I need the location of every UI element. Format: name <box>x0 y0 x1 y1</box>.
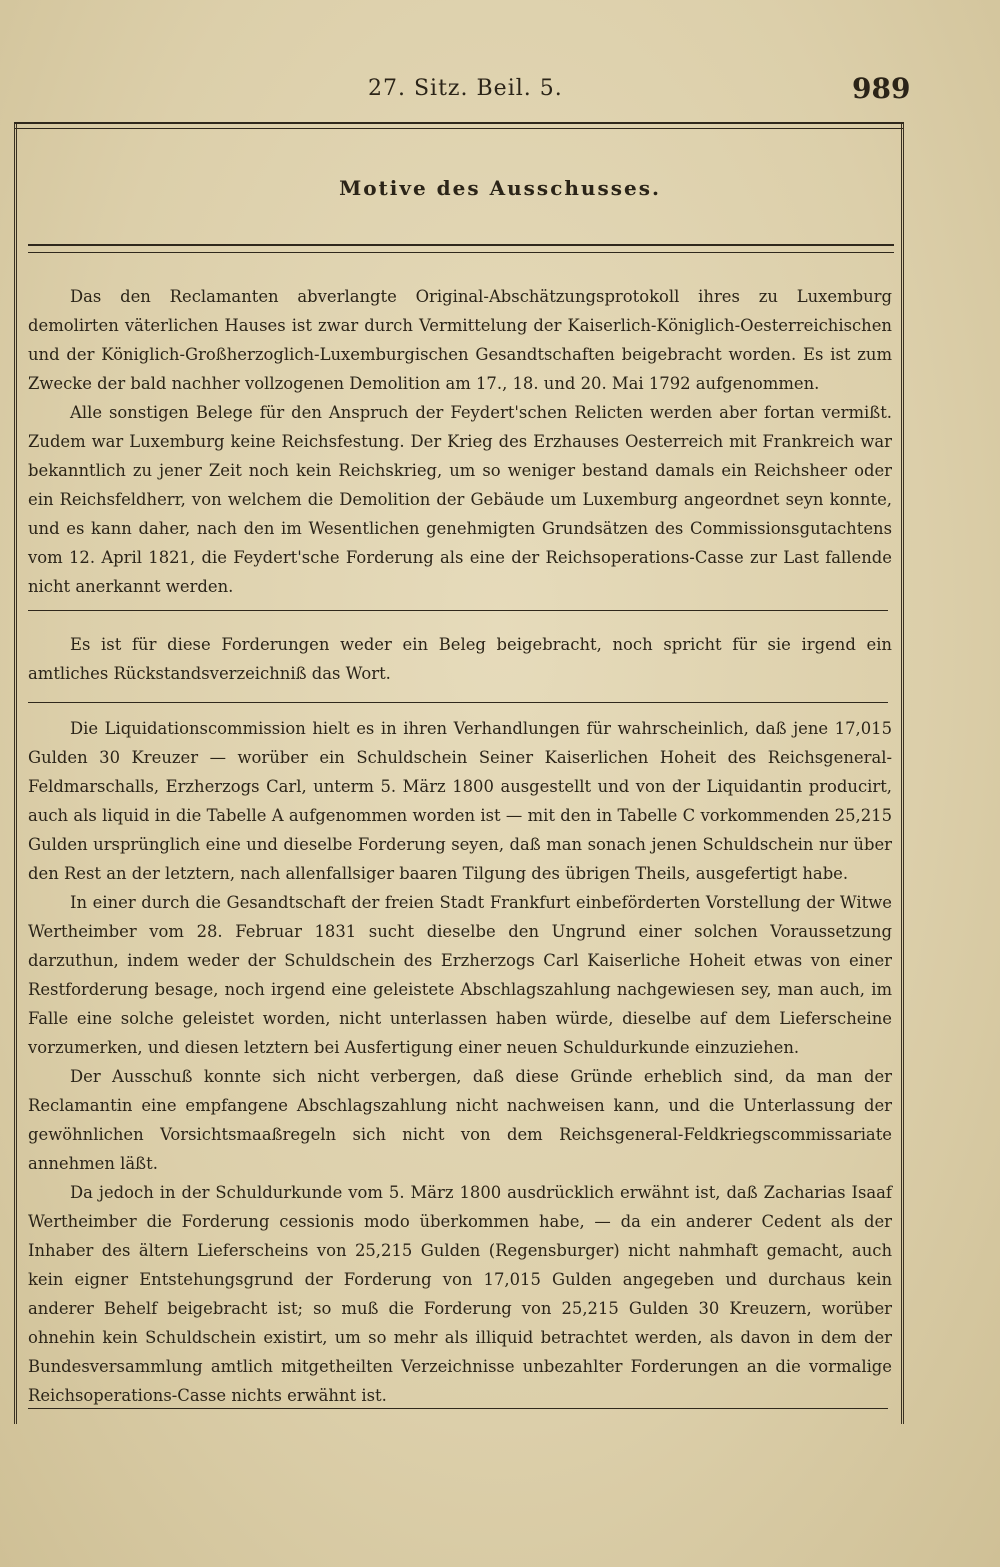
paragraph: Es ist für diese Forderungen weder ein Beleg beigebracht, noch spricht für sie irgend ein amtliches Rückstandsverzeichniß das Wort. <box>28 635 892 683</box>
section-2 <box>28 630 892 688</box>
section-title: Motive des Ausschusses. <box>339 176 661 200</box>
paragraph: Alle sonstigen Belege für den Anspruch der Feydert'schen Relicten werden aber fortan vermißt. Zudem war Luxemburg keine Reichsfestung. Der Krieg des Erzhauses Oesterreich mit Frankreich war bekanntlich zu jener Zeit noch kein Reichskrieg, um so weniger bestand damals ein Reichsheer oder ein Reichsfeldherr, von welchem die Demolition der Gebäude um Luxemburg angeordnet seyn konnte, und es kann daher, nach den im Wesentlichen genehmigten Grundsätzen des Commissionsgutachtens vom 12. April 1821, die Feydert'sche Forderung als eine der Reichsoperations-Casse zur Last fallende nicht anerkannt werden. <box>28 403 892 596</box>
paragraph: Da jedoch in der Schuldurkunde vom 5. März 1800 ausdrücklich erwähnt ist, daß Zacharias Isaaf Wertheimber die Forderung cessionis modo überkommen habe, — da ein anderer Cedent als der Inhaber des ältern Lieferscheins von 25,215 Gulden (Regensburger) nicht nahmhaft gemacht, auch kein eigner Entstehungsgrund der Forderung von 17,015 Gulden angegeben und durchaus kein anderer Behelf beigebracht ist; so muß die Forderung von 25,215 Gulden 30 Kreuzern, worüber ohnehin kein Schuldschein existirt, um so mehr als illiquid betrachtet werden, als davon in dem der Bundesversammlung amtlich mitgetheilten Verzeichnisse unbezahlter Forderungen an die vormalige Reichsoperations-Casse nichts erwähnt ist. <box>28 1183 892 1405</box>
paragraph: In einer durch die Gesandtschaft der freien Stadt Frankfurt einbeförderten Vorstellung der Witwe Wertheimber vom 28. Februar 1831 sucht dieselbe den Ungrund einer solchen Voraussetzung darzuthun, indem weder der Schuldschein des Erzherzogs Carl Kaiserliche Hoheit etwas von einer Restforderung besage, noch irgend eine geleistete Abschlagszahlung nachgewiesen sey, man auch, im Falle eine solche geleistet worden, nicht unterlassen haben würde, dieselbe auf dem Lieferscheine vorzumerken, und diesen letztern bei Ausfertigung einer neuen Schuldurkunde einzuziehen. <box>28 893 892 1057</box>
paragraph: Das den Reclamanten abverlangte Original-Abschätzungsprotokoll ihres zu Luxemburg demolirten väterlichen Hauses ist zwar durch Vermittelung der Kaiserlich-Königlich-Oesterreichischen und der Königlich-Großherzoglich-Luxemburgischen Gesandtschaften beigebracht worden. Es ist zum Zwecke der bald nachher vollzogenen Demolition am 17., 18. und 20. Mai 1792 aufgenommen. <box>28 287 892 393</box>
page-number: 989 <box>852 72 911 105</box>
section-1 <box>28 282 892 601</box>
bottom-rule <box>28 1408 888 1409</box>
paragraph: Der Ausschuß konnte sich nicht verbergen, daß diese Gründe erheblich sind, da man der Reclamantin eine empfangene Abschlagszahlung nicht nachweisen kann, und die Unterlassung der gewöhnlichen Vorsichtsmaaßregeln sich nicht von dem Reichsgeneral-Feldkriegscommissariate annehmen läßt. <box>28 1067 892 1173</box>
section-3 <box>28 714 892 1410</box>
paragraph: Die Liquidationscommission hielt es in ihren Verhandlungen für wahrscheinlich, daß jene 17,015 Gulden 30 Kreuzer — worüber ein Schuldschein Seiner Kaiserlichen Hoheit des Reichsgeneral-Feldmarschalls, Erzherzogs Carl, unterm 5. März 1800 ausgestellt und von der Liquidantin producirt, auch als liquid in die Tabelle A aufgenommen worden ist — mit den in Tabelle C vorkommenden 25,215 Gulden ursprünglich eine und dieselbe Forderung seyen, daß man sonach jenen Schuldschein nur über den Rest an der letztern, nach allenfallsiger baaren Tilgung des übrigen Theils, ausgefertigt habe. <box>28 719 892 883</box>
section-divider <box>28 702 888 703</box>
section-divider <box>28 610 888 611</box>
page-header <box>0 72 1000 112</box>
running-head: 27. Sitz. Beil. 5. <box>368 76 563 101</box>
title-divider <box>28 244 894 253</box>
